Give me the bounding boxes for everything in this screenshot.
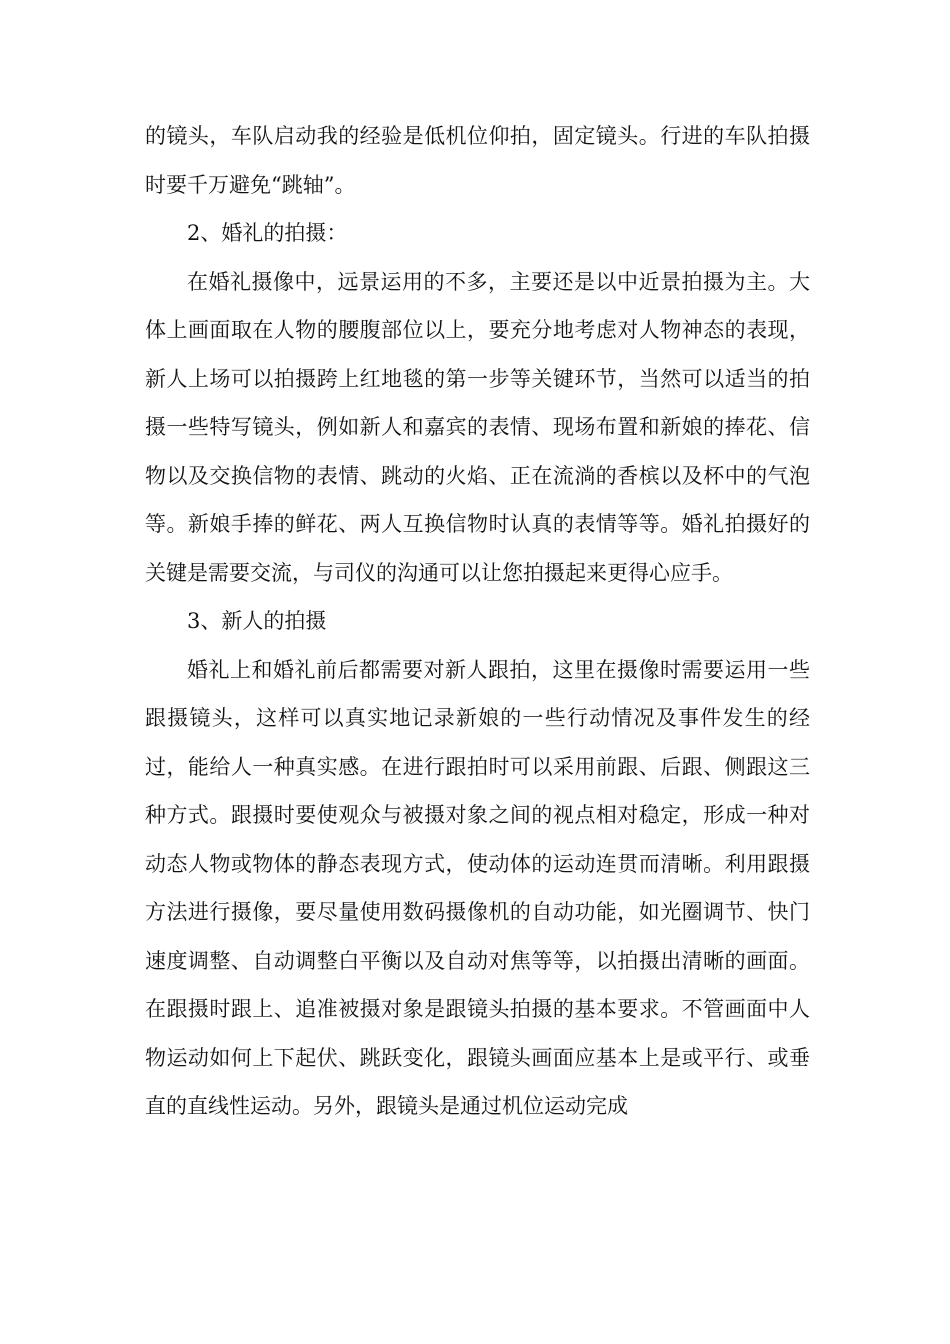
document-page xyxy=(145,112,810,1131)
paragraph-follow-shooting: 婚礼上和婚礼前后都需要对新人跟拍，这里在摄像时需要运用一些跟摄镜头，这样可以真实地记录新娘的一些行动情况及事件发生的经过，能给人一种真实感。在进行跟拍时可以采用前跟、后跟、侧跟这三种方式。跟摄时要使观众与被摄对象之间的视点相对稳定，形成一种对动态人物或物体的静态表现方式，使动体的运动连贯而清晰。利用跟摄方法进行摄像，要尽量使用数码摄像机的自动功能，如光圈调节、快门速度调整、自动调整白平衡以及自动对焦等等，以拍摄出清晰的画面。在跟摄时跟上、追准被摄对象是跟镜头拍摄的基本要求。不管画面中人物运动如何上下起伏、跳跃变化，跟镜头画面应基本上是或平行、或垂直的直线性运动。另外，跟镜头是通过机位运动完成 xyxy=(145,657,810,1118)
section-heading-newlyweds: 3、新人的拍摄 xyxy=(187,609,327,633)
section-heading-wedding: 2、婚礼的拍摄： xyxy=(187,221,348,245)
paragraph-camera-convoy: 的镜头，车队启动我的经验是低机位仰拍，固定镜头。行进的车队拍摄时要千万避免“跳轴”。 xyxy=(145,124,810,197)
paragraph-wedding-shooting: 在婚礼摄像中，远景运用的不多，主要还是以中近景拍摄为主。大体上画面取在人物的腰腹部位以上，要充分地考虑对人物神态的表现，新人上场可以拍摄跨上红地毯的第一步等关键环节，当然可以适当的拍摄一些特写镜头，例如新人和嘉宾的表情、现场布置和新娘的捧花、信物以及交换信物的表情、跳动的火焰、正在流淌的香槟以及杯中的气泡等。新娘手捧的鲜花、两人互换信物时认真的表情等等。婚礼拍摄好的关键是需要交流，与司仪的沟通可以让您拍摄起来更得心应手。 xyxy=(145,269,810,585)
